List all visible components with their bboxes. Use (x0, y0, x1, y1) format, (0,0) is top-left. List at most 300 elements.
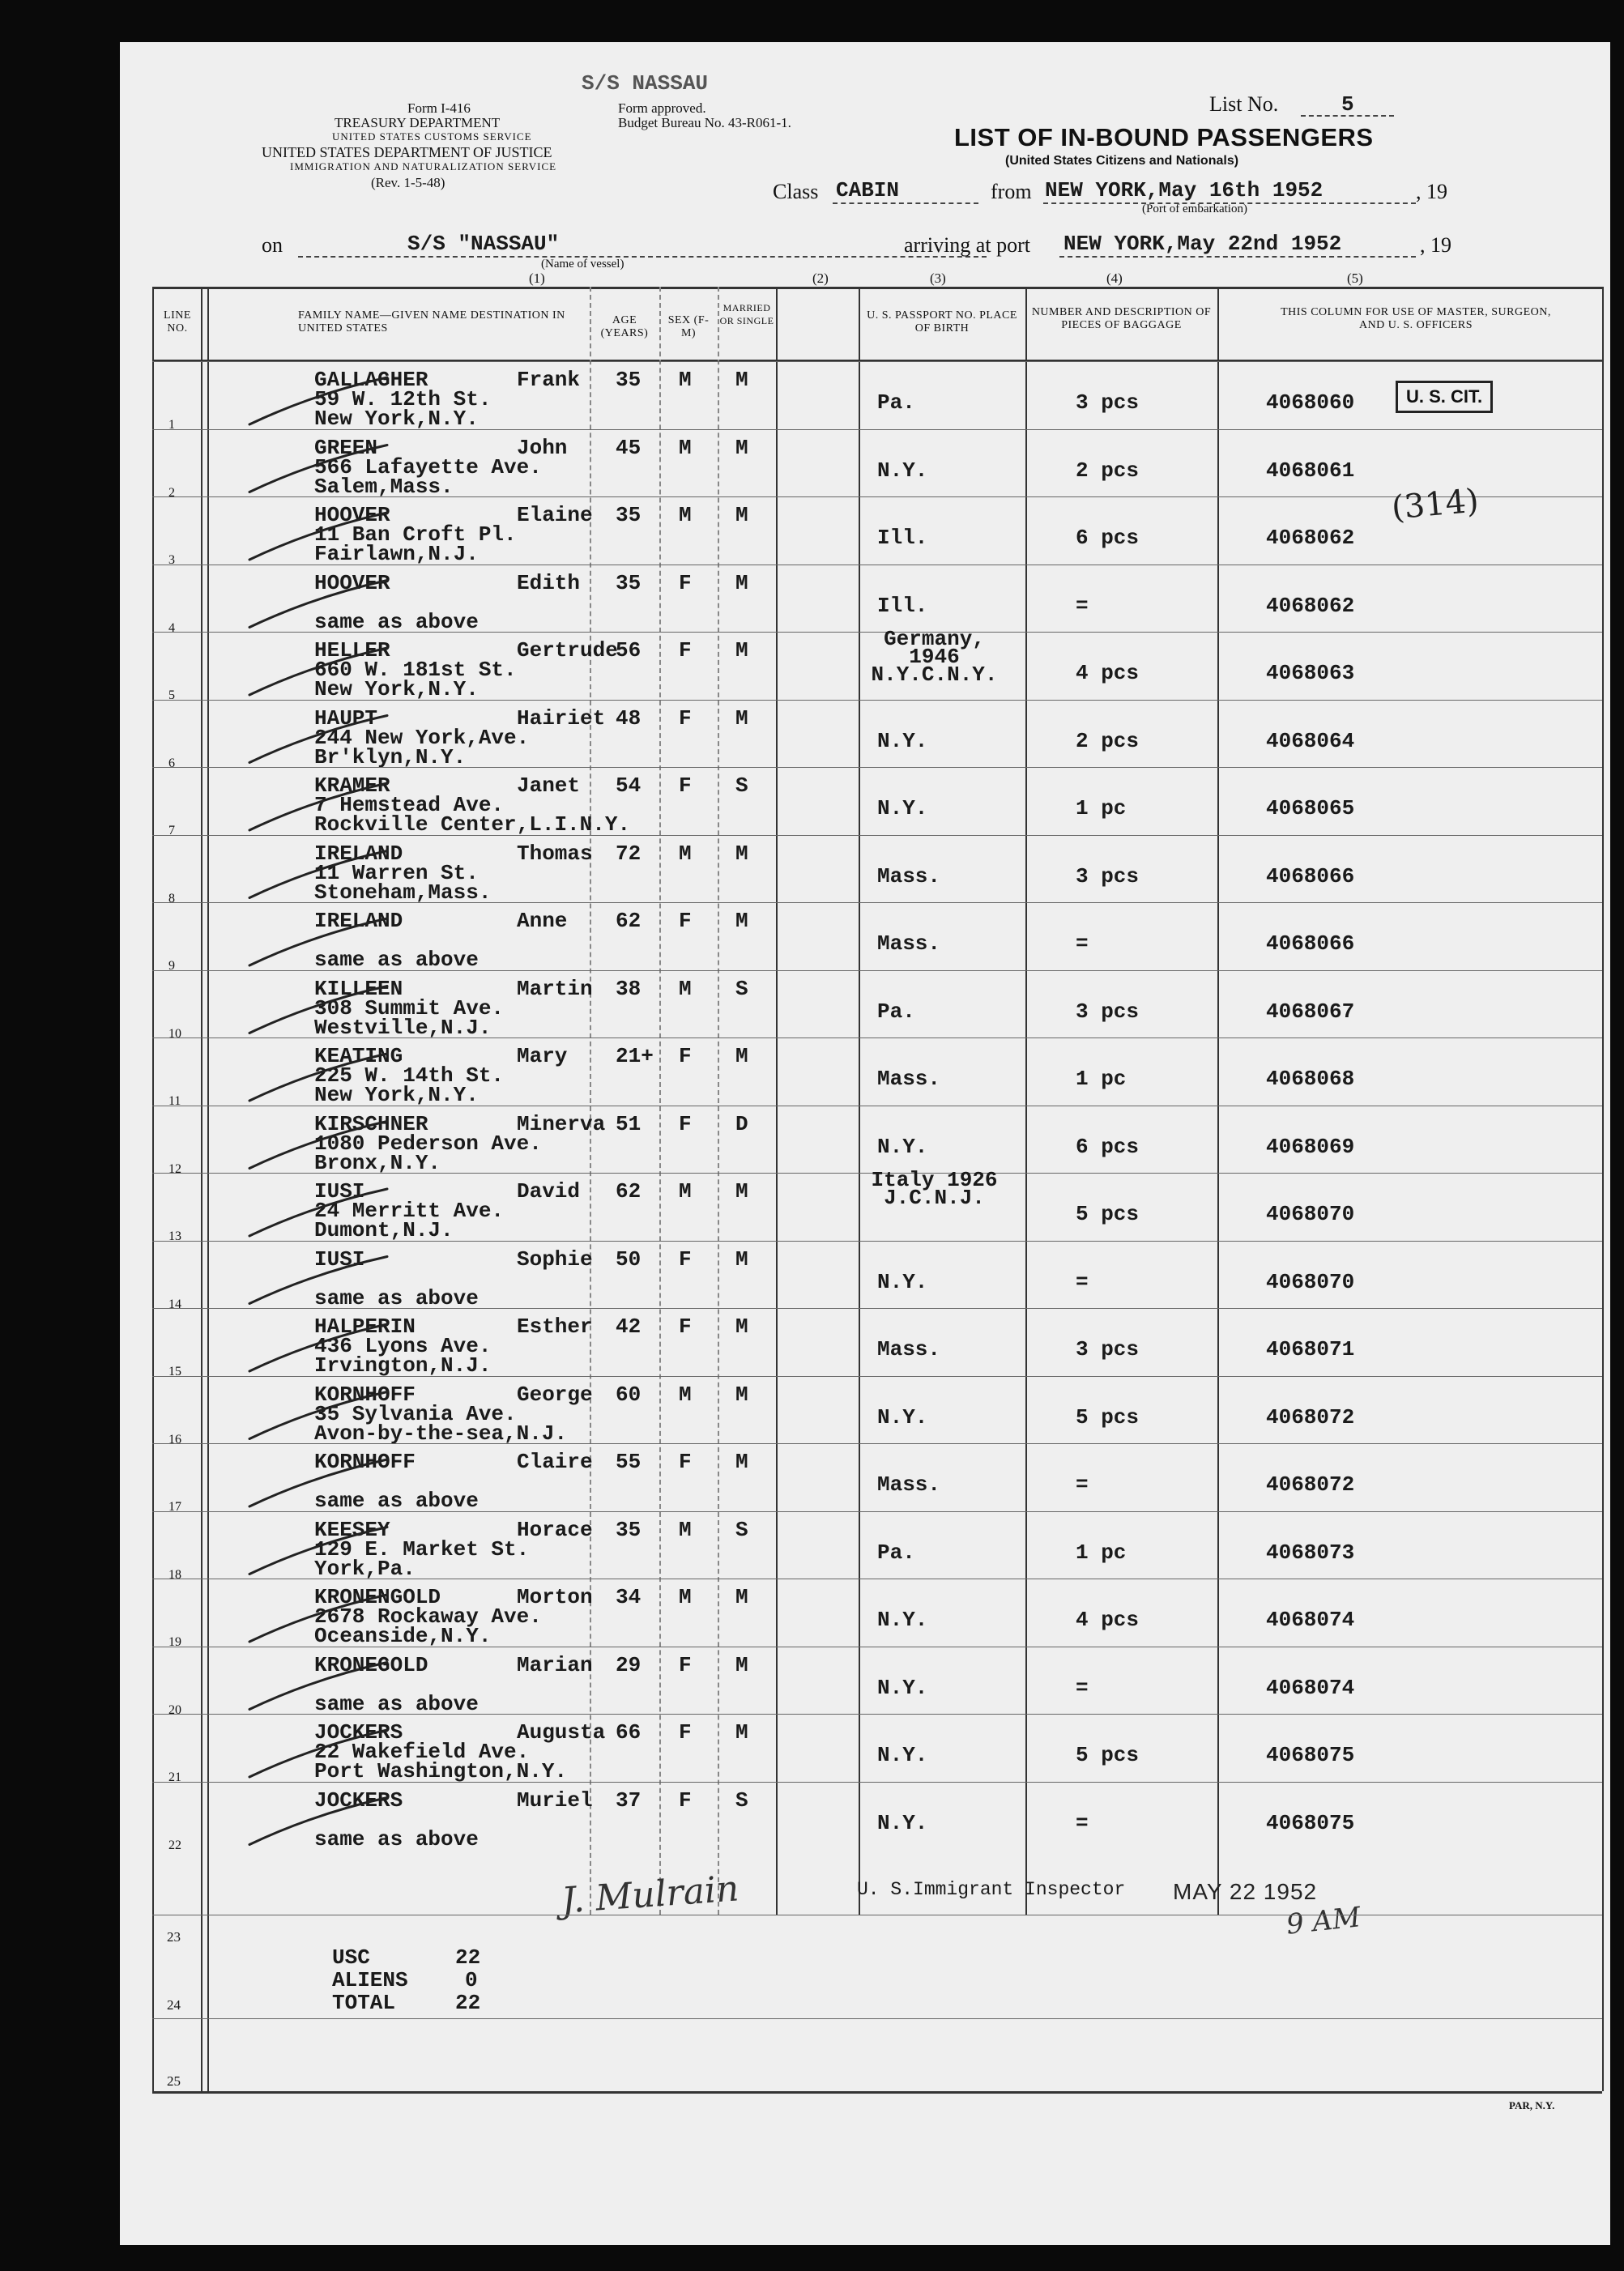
form-title: LIST OF IN-BOUND PASSENGERS (954, 123, 1374, 151)
from-value: NEW YORK,May 16th 1952 (1045, 178, 1323, 202)
officer-number: 4068066 (1266, 931, 1355, 956)
passenger-sex: F (679, 705, 692, 731)
line-number: 20 (168, 1702, 181, 1717)
handwritten-checkmarks (120, 42, 1610, 2245)
line-number: 21 (168, 1770, 181, 1784)
aliens-value: 0 (465, 1968, 478, 1992)
passenger-address: 660 W. 181st St. (314, 658, 517, 682)
passenger-baggage: 1 pc (1076, 1067, 1127, 1091)
passenger-surname: JOCKERS (314, 1720, 403, 1745)
line-number: 1 (168, 418, 175, 432)
port-embarkation-caption: (Port of embarkation) (1142, 202, 1247, 215)
passenger-address: 436 Lyons Ave. (314, 1334, 492, 1358)
passenger-baggage: = (1076, 1472, 1089, 1497)
ship-stamp: S/S NASSAU (582, 71, 709, 96)
passenger-surname: IRELAND (314, 909, 403, 933)
col-header-passport: U. S. PASSPORT NO. PLACE OF BIRTH (867, 309, 1017, 334)
passenger-birthplace: Mass. (877, 1472, 941, 1497)
passenger-age: 62 (616, 909, 642, 933)
passenger-given-name: Muriel (517, 1787, 593, 1813)
passenger-surname: IUSI (314, 1246, 365, 1272)
passenger-birthplace: N.Y. (877, 1675, 928, 1700)
passenger-address: 35 Sylvania Ave. (314, 1401, 517, 1426)
line-number: 11 (168, 1094, 181, 1108)
passenger-birthplace: Mass. (877, 1067, 941, 1091)
line-number: 19 (168, 1635, 181, 1649)
check-stroke (249, 1054, 387, 1101)
passenger-given-name: George (517, 1382, 593, 1407)
passenger-marital-status: S (735, 976, 748, 1001)
passenger-surname: GREEN (314, 435, 378, 460)
passenger-given-name: Marian (517, 1652, 593, 1677)
passenger-age: 35 (616, 503, 642, 527)
passenger-given-name: Edith (517, 570, 581, 595)
list-number-value: 5 (1341, 92, 1354, 117)
passenger-sex: M (679, 435, 692, 460)
passenger-birthplace: N.Y. (877, 1134, 928, 1159)
officer-number: 4068072 (1266, 1404, 1355, 1429)
arriving-value: NEW YORK,May 22nd 1952 (1063, 232, 1342, 256)
passenger-city: New York,N.Y. (314, 407, 479, 431)
passenger-birthplace: Ill. (877, 526, 928, 550)
customs-heading: UNITED STATES CUSTOMS SERVICE (332, 130, 532, 143)
passenger-surname: KEESEY (314, 1517, 390, 1542)
passenger-surname: HELLER (314, 638, 390, 663)
officer-number: 4068074 (1266, 1608, 1355, 1632)
passenger-surname: HOOVER (314, 503, 390, 527)
us-citizen-stamp: U. S. CIT. (1396, 381, 1493, 413)
passenger-age: 45 (616, 435, 642, 460)
passenger-surname: KRAMER (314, 773, 390, 798)
form-subtitle: (United States Citizens and Nationals) (1005, 154, 1239, 168)
passenger-sex: F (679, 1314, 692, 1339)
passenger-city: Westville,N.J. (314, 1015, 492, 1040)
passenger-birthplace: N.Y. (877, 728, 928, 753)
passenger-birthplace: N.Y. (877, 796, 928, 820)
line-number: 12 (168, 1161, 181, 1176)
passenger-address: 129 E. Market St. (314, 1536, 530, 1562)
passenger-city: New York,N.Y. (314, 677, 479, 701)
col-num-3: (3) (930, 271, 946, 286)
passenger-city: Fairlawn,N.J. (314, 542, 479, 566)
check-stroke (249, 1324, 387, 1371)
passenger-address: 566 Lafayette Ave. (314, 454, 542, 479)
passenger-birthplace: Mass. (877, 931, 941, 956)
passenger-baggage: 5 pcs (1076, 1404, 1140, 1429)
passenger-surname: HALPERIN (314, 1314, 416, 1339)
passenger-age: 21+ (616, 1044, 654, 1068)
passenger-baggage: 5 pcs (1076, 1743, 1140, 1767)
col-num-2: (2) (812, 271, 829, 286)
check-stroke (249, 581, 387, 628)
passenger-given-name: Janet (517, 773, 581, 798)
arriving-label: arriving at port (904, 233, 1030, 257)
passenger-baggage: = (1076, 931, 1089, 956)
passenger-age: 35 (616, 570, 642, 595)
passenger-sex: M (679, 368, 692, 392)
passenger-birthplace: N.Y. (877, 1404, 928, 1429)
passenger-surname: KORNHOFF (314, 1382, 416, 1407)
passenger-baggage: 3 pcs (1076, 390, 1140, 415)
col-num-4: (4) (1106, 271, 1123, 286)
officer-number: 4068068 (1266, 1067, 1355, 1091)
check-stroke (249, 1459, 387, 1506)
passenger-address: 11 Warren St. (314, 860, 479, 885)
officer-number: 4068070 (1266, 1269, 1355, 1294)
total-label: TOTAL (332, 1991, 396, 2015)
passenger-sex: F (679, 1720, 692, 1745)
passenger-city: Dumont,N.J. (314, 1218, 454, 1242)
passenger-address: 11 Ban Croft Pl. (314, 522, 517, 547)
officer-number: 4068075 (1266, 1743, 1355, 1767)
passenger-baggage: 4 pcs (1076, 1608, 1140, 1632)
passenger-baggage: 3 pcs (1076, 1337, 1140, 1361)
passenger-city: Irvington,N.J. (314, 1353, 492, 1378)
line-number: 16 (168, 1432, 181, 1447)
passenger-birthplace: N.Y. (877, 1810, 928, 1835)
year-suffix-2: , 19 (1420, 233, 1451, 257)
passenger-address: 1080 Pederson Ave. (314, 1131, 542, 1156)
vessel-caption: (Name of vessel) (541, 258, 624, 271)
passenger-birthplace: N.Y. (877, 1269, 928, 1294)
passenger-sex: F (679, 570, 692, 595)
line-number: 17 (168, 1500, 181, 1514)
passenger-age: 38 (616, 976, 642, 1001)
passenger-address: 308 Summit Ave. (314, 995, 505, 1020)
line-number-23: 23 (167, 1929, 181, 1945)
passenger-given-name: Frank (517, 368, 581, 392)
passenger-sex: F (679, 1044, 692, 1068)
passenger-birthplace: N.Y. (877, 458, 928, 483)
check-stroke (249, 986, 387, 1033)
passenger-marital-status: M (735, 1179, 748, 1204)
class-value: CABIN (836, 178, 900, 202)
passenger-baggage: 3 pcs (1076, 999, 1140, 1024)
passenger-city: Stoneham,Mass. (314, 880, 492, 905)
inspector-signature: J. Mulrain (560, 1868, 740, 1922)
passenger-city: Br'klyn,N.Y. (314, 744, 467, 769)
passenger-birthplace: Ill. (877, 593, 928, 618)
passenger-sex: M (679, 1382, 692, 1407)
officer-number: 4068072 (1266, 1472, 1355, 1497)
printer-mark: PAR, N.Y. (1509, 2099, 1555, 2111)
passenger-age: 29 (616, 1652, 642, 1677)
officer-number: 4068064 (1266, 728, 1355, 753)
check-stroke (249, 1595, 387, 1642)
passenger-surname: IRELAND (314, 841, 403, 866)
officer-number: 4068067 (1266, 999, 1355, 1024)
passenger-baggage: 1 pc (1076, 1540, 1127, 1565)
passenger-address: 24 Merritt Ave. (314, 1199, 505, 1223)
passenger-baggage: 6 pcs (1076, 1134, 1140, 1159)
passenger-birthplace: Pa. (877, 390, 915, 415)
check-stroke (249, 377, 387, 424)
officer-number: 4068060 (1266, 390, 1355, 415)
passenger-given-name: Sophie (517, 1246, 593, 1272)
passenger-baggage: = (1076, 1810, 1089, 1835)
passenger-marital-status: M (735, 1450, 748, 1474)
passenger-surname: GALLAGHER (314, 368, 428, 392)
passenger-baggage: 3 pcs (1076, 863, 1140, 888)
passenger-city: Avon-by-the-sea,N.J. (314, 1421, 568, 1446)
passenger-baggage: 5 pcs (1076, 1202, 1140, 1226)
officer-number: 4068062 (1266, 593, 1355, 618)
passenger-city: same as above (314, 609, 479, 634)
passenger-address: 244 New York,Ave. (314, 725, 530, 750)
ins-heading: IMMIGRATION AND NATURALIZATION SERVICE (290, 160, 557, 173)
inspector-time-note: 9 AM (1285, 1901, 1362, 1941)
passenger-birthplace: Germany, 1946 N.Y.C.N.Y. (871, 627, 998, 687)
passenger-sex: F (679, 1787, 692, 1813)
passenger-city: New York,N.Y. (314, 1083, 479, 1107)
passenger-given-name: John (517, 435, 568, 460)
line-number: 18 (168, 1567, 181, 1582)
col-header-age: AGE (YEARS) (600, 314, 649, 339)
passenger-marital-status: M (735, 1585, 748, 1609)
passenger-baggage: = (1076, 593, 1089, 618)
line-number: 10 (168, 1026, 181, 1041)
passenger-birthplace: Pa. (877, 999, 915, 1024)
passenger-marital-status: M (735, 570, 748, 595)
passenger-sex: M (679, 841, 692, 866)
officer-number: 4068069 (1266, 1134, 1355, 1159)
passenger-sex: M (679, 1585, 692, 1609)
passenger-sex: M (679, 503, 692, 527)
passenger-surname: KORNHOFF (314, 1450, 416, 1474)
line-number-25: 25 (167, 2073, 181, 2089)
passenger-marital-status: S (735, 773, 748, 798)
passenger-age: 50 (616, 1246, 642, 1272)
inspector-label: U. S.Immigrant Inspector (857, 1879, 1126, 1900)
passenger-marital-status: M (735, 1720, 748, 1745)
line-number: 6 (168, 756, 175, 770)
passenger-sex: F (679, 1246, 692, 1272)
passenger-given-name: Martin (517, 976, 593, 1001)
check-stroke (249, 918, 387, 965)
check-stroke (249, 513, 387, 560)
passenger-sex: F (679, 773, 692, 798)
check-stroke (249, 1392, 387, 1439)
col-header-line: LINE NO. (164, 309, 191, 334)
passenger-birthplace: Pa. (877, 1540, 915, 1565)
check-stroke (249, 851, 387, 898)
passenger-city: same as above (314, 948, 479, 972)
col-header-married: MARRIED OR SINGLE (719, 302, 774, 326)
passenger-list-form (120, 42, 1610, 2245)
passenger-sex: M (679, 1179, 692, 1204)
passenger-age: 60 (616, 1382, 642, 1407)
passenger-marital-status: M (735, 503, 748, 527)
col-header-officers: THIS COLUMN FOR USE OF MASTER, SURGEON, AND U. S. OFFICERS (1281, 306, 1551, 331)
form-approved: Form approved. (618, 100, 706, 116)
passenger-birthplace: Mass. (877, 863, 941, 888)
line-number: 22 (168, 1838, 181, 1852)
passenger-baggage: 2 pcs (1076, 728, 1140, 753)
check-stroke (249, 1189, 387, 1236)
officer-number: 4068075 (1266, 1810, 1355, 1835)
passenger-sex: M (679, 1517, 692, 1542)
officer-number: 4068061 (1266, 458, 1355, 483)
passenger-marital-status: M (735, 1652, 748, 1677)
year-suffix-1: , 19 (1416, 180, 1447, 203)
passenger-marital-status: S (735, 1787, 748, 1813)
passenger-marital-status: M (735, 1382, 748, 1407)
passenger-surname: KRONEGOLD (314, 1652, 428, 1677)
passenger-city: Salem,Mass. (314, 474, 454, 499)
passenger-surname: IUSI (314, 1179, 365, 1204)
passenger-city: Oceanside,N.Y. (314, 1624, 492, 1648)
line-number: 7 (168, 824, 175, 837)
passenger-city: same as above (314, 1691, 479, 1716)
line-number: 13 (168, 1229, 181, 1243)
on-label: on (262, 233, 283, 257)
passenger-city: Port Washington,N.Y. (314, 1759, 568, 1783)
line-number: 4 (168, 620, 175, 635)
doj-heading: UNITED STATES DEPARTMENT OF JUSTICE (262, 144, 552, 160)
passenger-baggage: 6 pcs (1076, 526, 1140, 550)
check-stroke (249, 1527, 387, 1574)
passenger-given-name: Thomas (517, 841, 593, 866)
passenger-baggage: = (1076, 1675, 1089, 1700)
usc-label: USC (332, 1945, 370, 1970)
passenger-baggage: 4 pcs (1076, 661, 1140, 685)
passenger-age: 48 (616, 705, 642, 731)
passenger-age: 37 (616, 1787, 642, 1813)
passenger-marital-status: S (735, 1517, 748, 1542)
usc-value: 22 (455, 1945, 481, 1970)
passenger-birthplace: N.Y. (877, 1608, 928, 1632)
total-value: 22 (455, 1991, 481, 2015)
passenger-birthplace: Italy 1926 J.C.N.J. (871, 1168, 998, 1210)
passenger-given-name: Elaine (517, 503, 593, 527)
passenger-age: 55 (616, 1450, 642, 1474)
passenger-given-name: David (517, 1179, 581, 1204)
passenger-surname: JOCKERS (314, 1787, 403, 1813)
passenger-surname: KRONENGOLD (314, 1585, 441, 1609)
passenger-marital-status: M (735, 1246, 748, 1272)
passenger-sex: F (679, 1111, 692, 1136)
passenger-age: 42 (616, 1314, 642, 1339)
passenger-age: 66 (616, 1720, 642, 1745)
passenger-address: 225 W. 14th St. (314, 1063, 505, 1088)
passenger-surname: KEATING (314, 1044, 403, 1068)
margin-note: (314) (1390, 482, 1481, 527)
passenger-age: 35 (616, 1517, 642, 1542)
passenger-given-name: Esther (517, 1314, 593, 1339)
line-number-24: 24 (167, 1997, 181, 2013)
col-header-sex: SEX (F-M) (667, 314, 710, 339)
passenger-marital-status: M (735, 638, 748, 663)
passenger-address: 2678 Rockaway Ave. (314, 1604, 542, 1629)
line-number: 5 (168, 688, 175, 702)
line-number: 3 (168, 553, 175, 567)
col-num-1: (1) (529, 271, 545, 286)
vessel-value: S/S "NASSAU" (407, 232, 560, 256)
passenger-given-name: Horace (517, 1517, 593, 1542)
revision: (Rev. 1-5-48) (371, 175, 445, 190)
passenger-given-name: Anne (517, 909, 568, 933)
passenger-city: same as above (314, 1489, 479, 1513)
line-number: 2 (168, 485, 175, 500)
passenger-city: Bronx,N.Y. (314, 1150, 441, 1175)
officer-number: 4068066 (1266, 863, 1355, 888)
passenger-marital-status: M (735, 909, 748, 933)
from-label: from (991, 180, 1032, 203)
passenger-given-name: Minerva (517, 1111, 606, 1136)
passenger-age: 51 (616, 1111, 642, 1136)
passenger-marital-status: M (735, 435, 748, 460)
treasury-heading: TREASURY DEPARTMENT (335, 115, 501, 130)
check-stroke (249, 1257, 387, 1304)
passenger-age: 54 (616, 773, 642, 798)
passenger-birthplace: N.Y. (877, 1743, 928, 1767)
check-stroke (249, 445, 387, 492)
passenger-sex: F (679, 1652, 692, 1677)
check-stroke (249, 1730, 387, 1777)
col-header-name: FAMILY NAME—GIVEN NAME DESTINATION IN UNITED STATES (298, 309, 565, 334)
check-stroke (249, 716, 387, 763)
line-number: 15 (168, 1365, 181, 1378)
passenger-given-name: Claire (517, 1450, 593, 1474)
line-number: 9 (168, 959, 175, 973)
check-stroke (249, 648, 387, 695)
passenger-surname: HOOVER (314, 570, 390, 595)
passenger-given-name: Hairiet (517, 705, 606, 731)
passenger-address: 59 W. 12th St. (314, 387, 492, 411)
aliens-label: ALIENS (332, 1968, 408, 1992)
officer-number: 4068062 (1266, 526, 1355, 550)
col-header-baggage: NUMBER AND DESCRIPTION OF PIECES OF BAGGAGE (1031, 306, 1212, 331)
check-stroke (249, 783, 387, 830)
passenger-sex: M (679, 976, 692, 1001)
passenger-age: 72 (616, 841, 642, 866)
list-number-label: List No. (1209, 92, 1279, 116)
passenger-given-name: Morton (517, 1585, 593, 1609)
passenger-city: same as above (314, 1826, 479, 1851)
passenger-age: 62 (616, 1179, 642, 1204)
passenger-given-name: Mary (517, 1044, 568, 1068)
passenger-address: 7 Hemstead Ave. (314, 793, 505, 817)
officer-number: 4068063 (1266, 661, 1355, 685)
passenger-sex: F (679, 1450, 692, 1474)
class-label: Class (773, 180, 819, 203)
passenger-marital-status: M (735, 705, 748, 731)
check-stroke (249, 1798, 387, 1845)
passenger-birthplace: Mass. (877, 1337, 941, 1361)
passenger-city: York,Pa. (314, 1556, 416, 1581)
officer-number: 4068074 (1266, 1675, 1355, 1700)
passenger-age: 35 (616, 368, 642, 392)
passenger-marital-status: M (735, 1044, 748, 1068)
passenger-marital-status: M (735, 368, 748, 392)
passenger-marital-status: M (735, 1314, 748, 1339)
col-num-5: (5) (1347, 271, 1363, 286)
passenger-sex: F (679, 909, 692, 933)
passenger-baggage: = (1076, 1269, 1089, 1294)
line-number: 14 (168, 1297, 181, 1311)
passenger-baggage: 2 pcs (1076, 458, 1140, 483)
passenger-sex: F (679, 638, 692, 663)
passenger-given-name: Gertrude (517, 638, 618, 663)
check-stroke (249, 1663, 387, 1710)
passenger-city: Rockville Center,L.I.N.Y. (314, 812, 631, 837)
officer-number: 4068070 (1266, 1202, 1355, 1226)
passenger-city: same as above (314, 1285, 479, 1310)
passenger-age: 56 (616, 638, 642, 663)
passenger-marital-status: D (735, 1111, 748, 1136)
passenger-given-name: Augusta (517, 1720, 606, 1745)
budget-number: Budget Bureau No. 43-R061-1. (618, 115, 791, 130)
